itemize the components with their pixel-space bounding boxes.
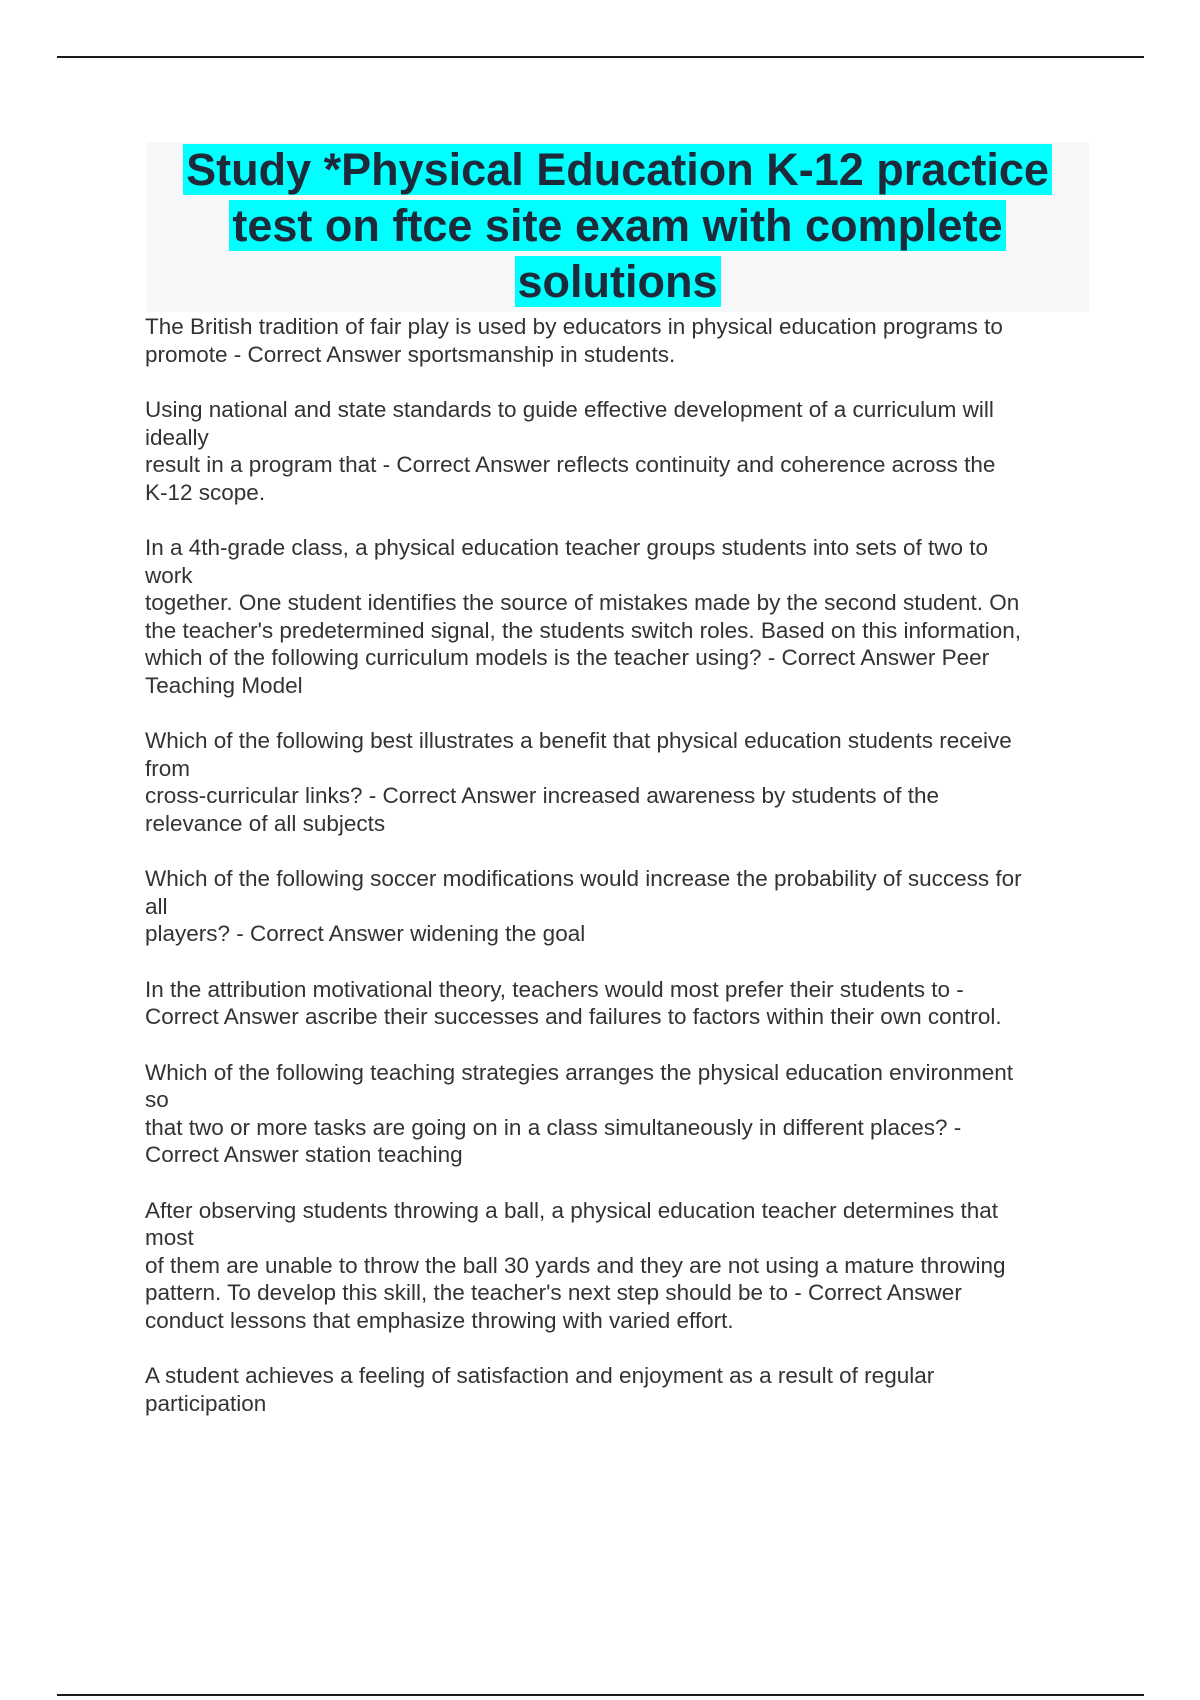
qa-line: most <box>145 1225 194 1250</box>
top-rule <box>57 56 1144 58</box>
qa-item <box>145 1362 1095 1417</box>
title-line: Study *Physical Education K-12 practice <box>183 144 1052 195</box>
qa-line: the teacher's predetermined signal, the students switch roles. Based on this information, <box>145 617 1022 643</box>
qa-line: Correct Answer station teaching <box>145 1142 463 1167</box>
qa-line: Which of the following best illustrates a benefit that physical education students receive <box>145 728 1012 753</box>
qa-line: Teaching Model <box>145 672 303 698</box>
qa-item <box>145 396 1095 506</box>
qa-line: Which of the following soccer modifications would increase the probability of success for <box>145 866 1022 891</box>
qa-line: In the attribution motivational theory, teachers would most prefer their students to - <box>145 976 964 1002</box>
page-title <box>146 142 1089 310</box>
qa-line: relevance of all subjects <box>145 810 386 836</box>
title-line: test on ftce site exam with complete <box>229 200 1005 251</box>
qa-line: pattern. To develop this skill, the teacher's next step should be to - Correct Answer <box>145 1280 962 1305</box>
qa-item <box>145 1059 1095 1169</box>
qa-line: conduct lessons that emphasize throwing with varied effort. <box>145 1307 734 1333</box>
qa-line: participation <box>145 1390 267 1416</box>
question-answer-list <box>145 313 1095 1445</box>
qa-item <box>145 727 1095 837</box>
qa-line: A student achieves a feeling of satisfaction and enjoyment as a result of regular <box>145 1363 935 1388</box>
qa-line: ideally <box>145 424 209 450</box>
qa-line: After observing students throwing a ball, a physical education teacher determines that <box>145 1197 998 1223</box>
qa-line: promote - Correct Answer sportsmanship in students. <box>145 341 676 367</box>
qa-line: all <box>145 893 168 919</box>
title-line: solutions <box>515 256 721 307</box>
qa-item <box>145 1197 1095 1335</box>
title-block <box>146 142 1089 312</box>
qa-item <box>145 976 1095 1031</box>
qa-line: In a 4th-grade class, a physical education teacher groups students into sets of two to <box>145 535 988 560</box>
qa-item <box>145 313 1095 368</box>
qa-line: which of the following curriculum models is the teacher using? - Correct Answer Peer <box>145 645 990 670</box>
qa-line: work <box>145 562 193 588</box>
qa-line: of them are unable to throw the ball 30 yards and they are not using a mature throwing <box>145 1252 1006 1278</box>
qa-line: cross-curricular links? - Correct Answer increased awareness by students of the <box>145 783 940 808</box>
qa-item <box>145 865 1095 948</box>
qa-line: together. One student identifies the source of mistakes made by the second student. On <box>145 590 1020 615</box>
qa-line: result in a program that - Correct Answer reflects continuity and coherence across the <box>145 452 996 477</box>
qa-line: K-12 scope. <box>145 479 266 505</box>
qa-line: players? - Correct Answer widening the goal <box>145 921 586 946</box>
qa-item <box>145 534 1095 699</box>
qa-line: Correct Answer ascribe their successes and failures to factors within their own control. <box>145 1004 1002 1029</box>
bottom-rule <box>57 1694 1144 1696</box>
qa-line: Using national and state standards to guide effective development of a curriculum will <box>145 397 994 422</box>
qa-line: from <box>145 755 190 781</box>
qa-line: Which of the following teaching strategies arranges the physical education environment <box>145 1059 1013 1085</box>
qa-line: The British tradition of fair play is used by educators in physical education programs to <box>145 314 1003 339</box>
qa-line: so <box>145 1087 169 1112</box>
qa-line: that two or more tasks are going on in a class simultaneously in different places? - <box>145 1114 962 1140</box>
